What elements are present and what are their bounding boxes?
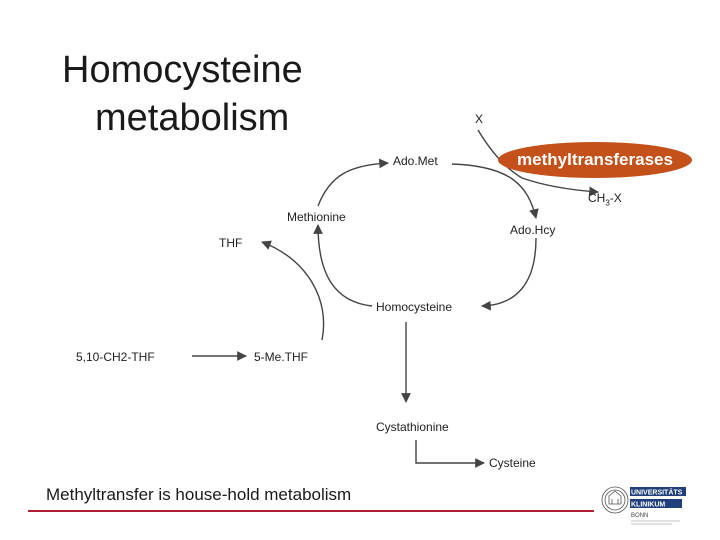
node-x: X <box>475 112 484 126</box>
footer-rule <box>28 510 594 512</box>
enzyme-methyltransferases-label: methyltransferases <box>517 150 673 169</box>
node-ch3x-subscript: 3 <box>605 198 610 208</box>
arrow-homocysteine-to-methionine <box>318 225 372 306</box>
arrow-cystathionine-to-cysteine <box>416 440 484 463</box>
arrow-methionine-to-adomet <box>318 163 388 206</box>
logo-text-2: KLINIKUM <box>631 501 666 509</box>
enzyme-methyltransferases <box>498 142 692 178</box>
university-logo <box>600 478 690 530</box>
logo-text-3: BONN <box>631 513 649 519</box>
node-cysteine: Cysteine <box>489 456 536 470</box>
node-ch3x <box>588 191 622 210</box>
node-adomet: Ado.Met <box>393 154 438 168</box>
arrow-ch3x-out <box>522 178 598 192</box>
arrow-adohcy-to-homocysteine <box>482 238 536 306</box>
node-methionine: Methionine <box>287 210 346 224</box>
node-ch2-thf: 5,10-CH2-THF <box>76 350 155 364</box>
node-ch3x-main: CH <box>588 191 606 205</box>
node-ch3x-tail: -X <box>609 191 622 205</box>
node-adohcy: Ado.Hcy <box>510 223 556 237</box>
title-line-2: metabolism <box>95 97 290 139</box>
node-cystathionine: Cystathionine <box>376 420 449 434</box>
node-methyl-thf: 5-Me.THF <box>254 350 308 364</box>
node-thf: THF <box>219 236 243 250</box>
arrow-methf-to-thf <box>262 242 324 340</box>
node-homocysteine: Homocysteine <box>376 300 453 314</box>
title-line-1: Homocysteine <box>62 49 303 91</box>
logo-text-1: UNIVERSITÄTS <box>631 489 683 497</box>
footer-caption: Methyltransfer is house-hold metabolism <box>46 485 352 504</box>
